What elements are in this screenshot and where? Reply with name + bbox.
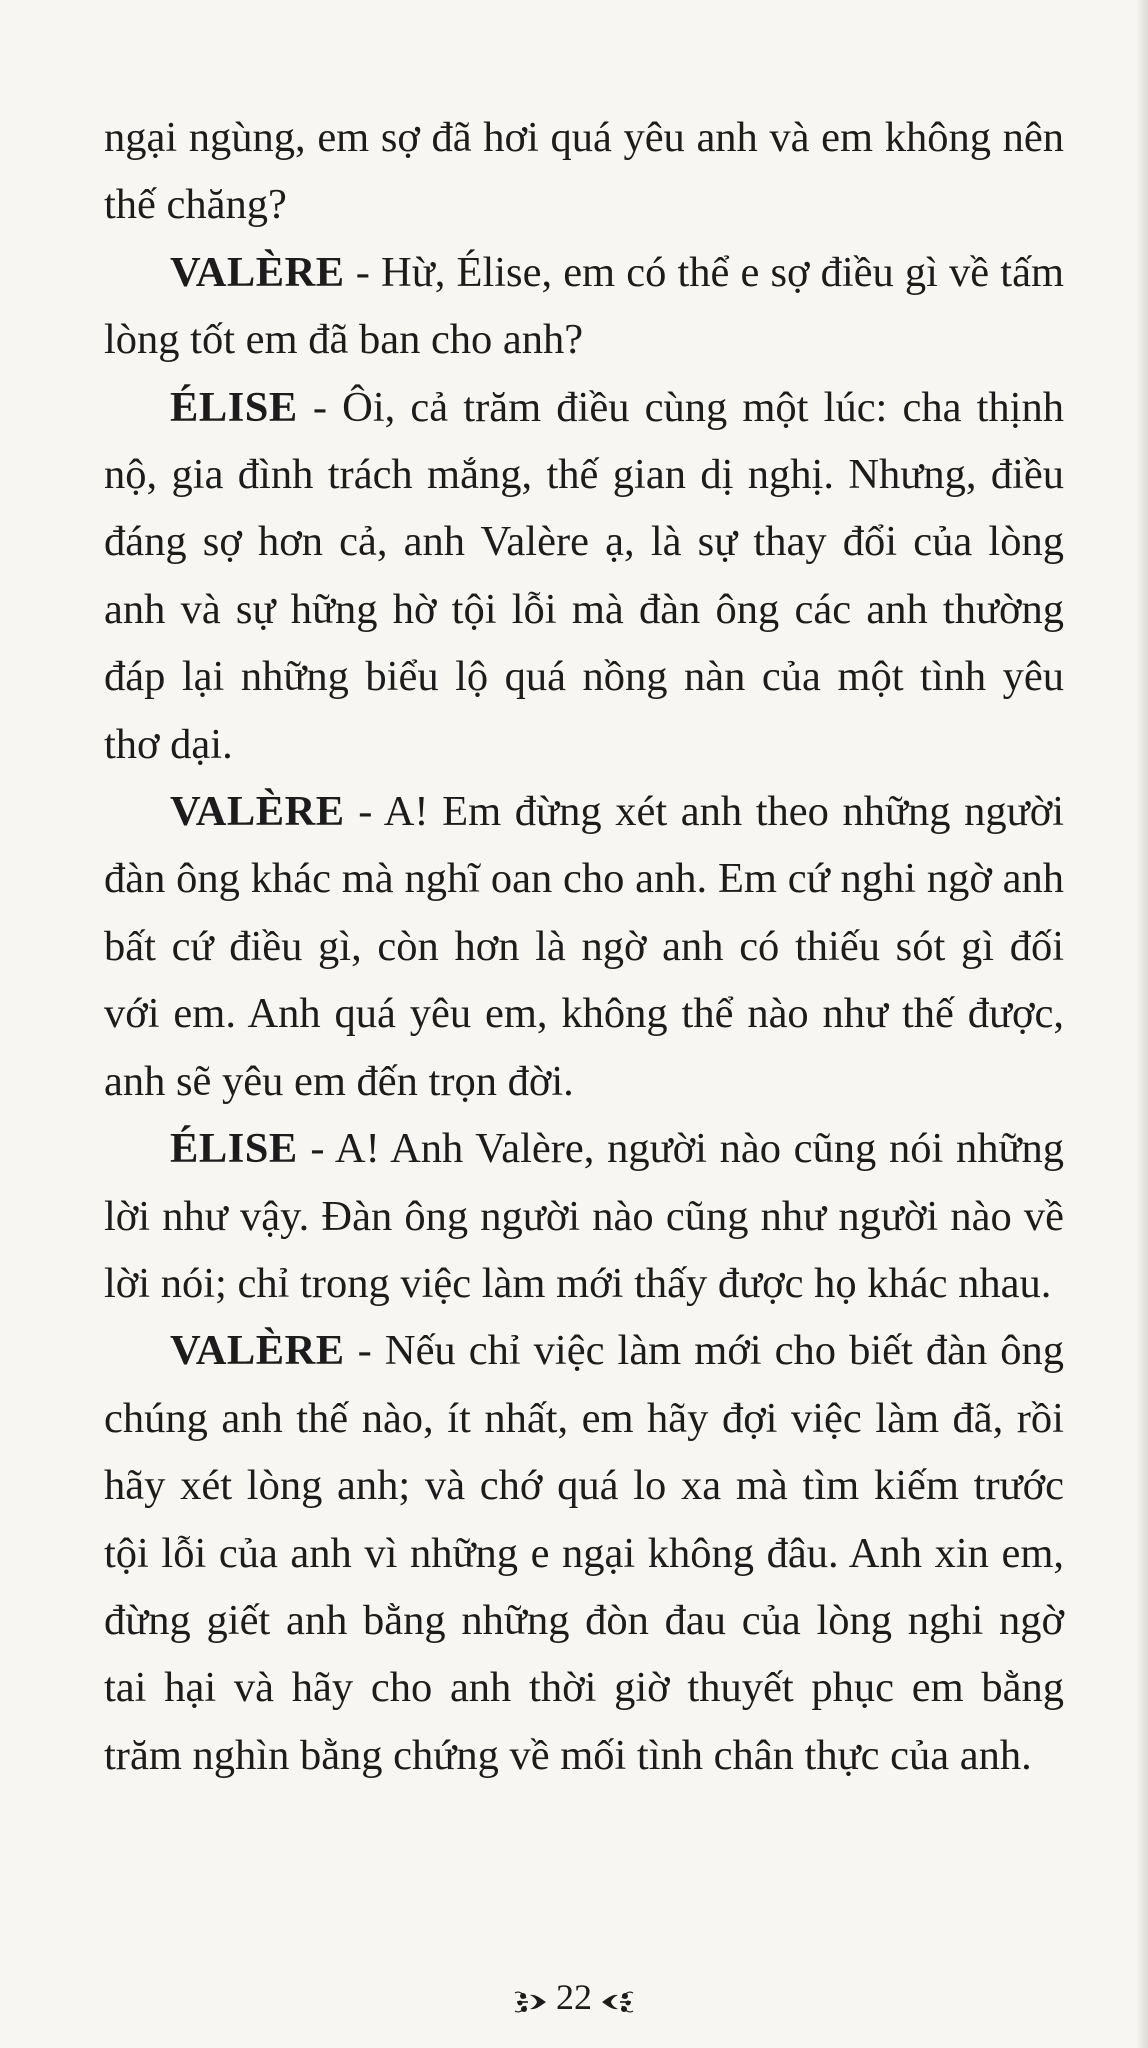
floral-ornament-icon — [514, 1983, 548, 2011]
page-number: 22 — [556, 1976, 592, 2017]
floral-ornament-icon — [600, 1983, 634, 2011]
dialogue-paragraph — [104, 239, 1064, 374]
dialogue-text: - A! Anh Valère, người nào cũng nói những lời như vậy. Đàn ông người nào cũng như người nào về lời nói; chỉ trong việc làm mới thấy được họ khác nhau. — [104, 1125, 1064, 1307]
dialogue-text: - Ôi, cả trăm điều cùng một lúc: cha thịnh nộ, gia đình trách mắng, thế gian dị nghị. Nhưng, điều đáng sợ hơn cả, anh Valère ạ, là sự thay đổi của lòng anh và sự hững hờ tội lỗi mà đàn ông các anh thường đáp lại những biểu lộ quá nồng nàn của một tình yêu thơ dại. — [104, 383, 1064, 768]
dialogue-paragraph — [104, 374, 1064, 778]
speaker-name: VALÈRE — [170, 248, 345, 296]
speaker-name: ÉLISE — [170, 383, 298, 431]
dialogue-text: - A! Em đừng xét anh theo những người đàn ông khác mà nghĩ oan cho anh. Em cứ nghi ngờ anh bất cứ điều gì, còn hơn là ngờ anh có thiếu sót gì đối với em. Anh quá yêu em, không thể nào như thế được, anh sẽ yêu em đến trọn đời. — [104, 788, 1064, 1105]
dialogue-paragraph — [104, 1317, 1064, 1789]
page-footer — [0, 1972, 1148, 2018]
dialogue-paragraph — [104, 1115, 1064, 1317]
paragraph-continuation — [104, 104, 1064, 239]
dialogue-text: - Nếu chỉ việc làm mới cho biết đàn ông chúng anh thế nào, ít nhất, em hãy đợi việc làm đã, rồi hãy xét lòng anh; và chớ quá lo xa mà tìm kiếm trước tội lỗi của anh vì những e ngại không đâu. Anh xin em, đừng giết anh bằng những đòn đau của lòng nghi ngờ tai hại và hãy cho anh thời giờ thuyết phục em bằng trăm nghìn bằng chứng về mối tình chân thực của anh. — [104, 1327, 1064, 1779]
speaker-name: ÉLISE — [170, 1125, 298, 1173]
speaker-name: VALÈRE — [170, 1327, 345, 1375]
paragraph-text: ngại ngùng, em sợ đã hơi quá yêu anh và em không nên thế chăng? — [104, 114, 1064, 229]
page-body — [104, 104, 1064, 1789]
dialogue-text: - Hừ, Élise, em có thể e sợ điều gì về tấm lòng tốt em đã ban cho anh? — [104, 248, 1064, 364]
speaker-name: VALÈRE — [170, 788, 345, 836]
dialogue-paragraph — [104, 778, 1064, 1115]
page-edge-shadow — [1136, 0, 1148, 2048]
